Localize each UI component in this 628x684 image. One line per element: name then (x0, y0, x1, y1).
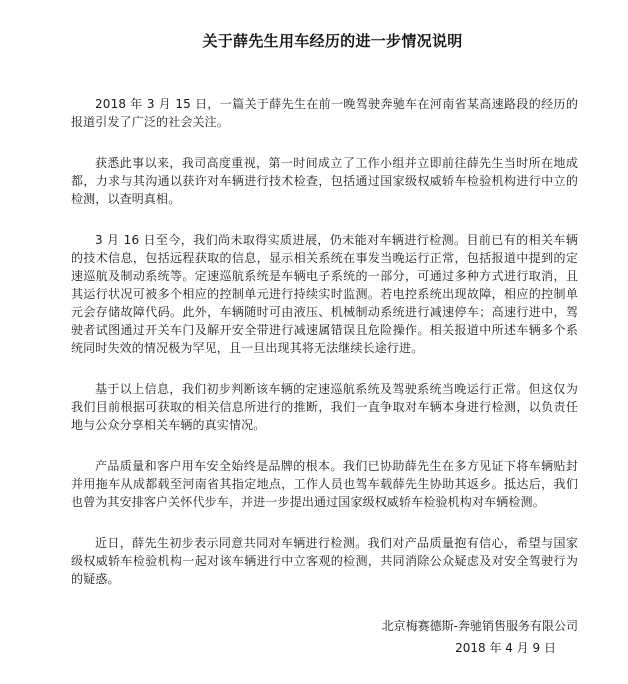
paragraph-1: 2018 年 3 月 15 日，一篇关于薛先生在前一晚驾驶奔驰车在河南省某高速路段的经历的报道引发了广泛的社会关注。 (71, 97, 578, 129)
signature-date: 2018 年 4 月 9 日 (455, 641, 556, 655)
paragraph-3: 3 月 16 日至今，我们尚未取得实质进展，仍未能对车辆进行检测。目前已有的相关车辆的技术信息，包括远程获取的信息，显示相关系统在事发当晚运行正常，包括报道中提到的定速巡航及制动系统等。定速巡航系统是车辆电子系统的一部分，可通过多种方式进行取消，且其运行状况可被多个相应的控制单元进行持续实时监测。若电控系统出现故障，相应的控制单元会存储故障代码。此外，车辆随时可由液压、机械制动系统进行减速停车；高速行进中，驾驶者试图通过开关车门及解开安全带进行减速属错误且危险操作。相关报道中所述车辆多个系统同时失效的情况极为罕见，且一旦出现其将无法继续长途行进。 (71, 233, 578, 355)
paragraph-2: 获悉此事以来，我司高度重视，第一时间成立了工作小组并立即前往薛先生当时所在地成都，力求与其沟通以获许对车辆进行技术检查，包括通过国家级权威轿车检验机构进行中立的检测，以查明真相。 (71, 156, 578, 206)
signature-company: 北京梅赛德斯-奔驰销售服务有限公司 (381, 619, 578, 633)
paragraph-6: 近日，薛先生初步表示同意共同对车辆进行检测。我们对产品质量抱有信心，希望与国家级权威轿车检验机构一起对该车辆进行中立客观的检测，共同消除公众疑虑及对安全驾驶行为的疑惑。 (71, 536, 578, 586)
document-body (71, 95, 578, 588)
paragraph-5: 产品质量和客户用车安全始终是品牌的根本。我们已协助薛先生在多方见证下将车辆贴封并用拖车从成都载至河南省其指定地点，工作人员也驾车载薛先生协助其返乡。抵达后，我们也曾为其安排客户关怀代步车，并进一步提出通过国家级权威轿车检验机构对车辆检测。 (71, 459, 578, 509)
document-title: 关于薛先生用车经历的进一步情况说明 (202, 32, 463, 50)
paragraph-4: 基于以上信息，我们初步判断该车辆的定速巡航系统及驾驶系统当晚运行正常。但这仅为我们目前根据可获取的相关信息所进行的推断，我们一直争取对车辆本身进行检测，以负责任地与公众分享相关车辆的真实情况。 (71, 382, 578, 432)
